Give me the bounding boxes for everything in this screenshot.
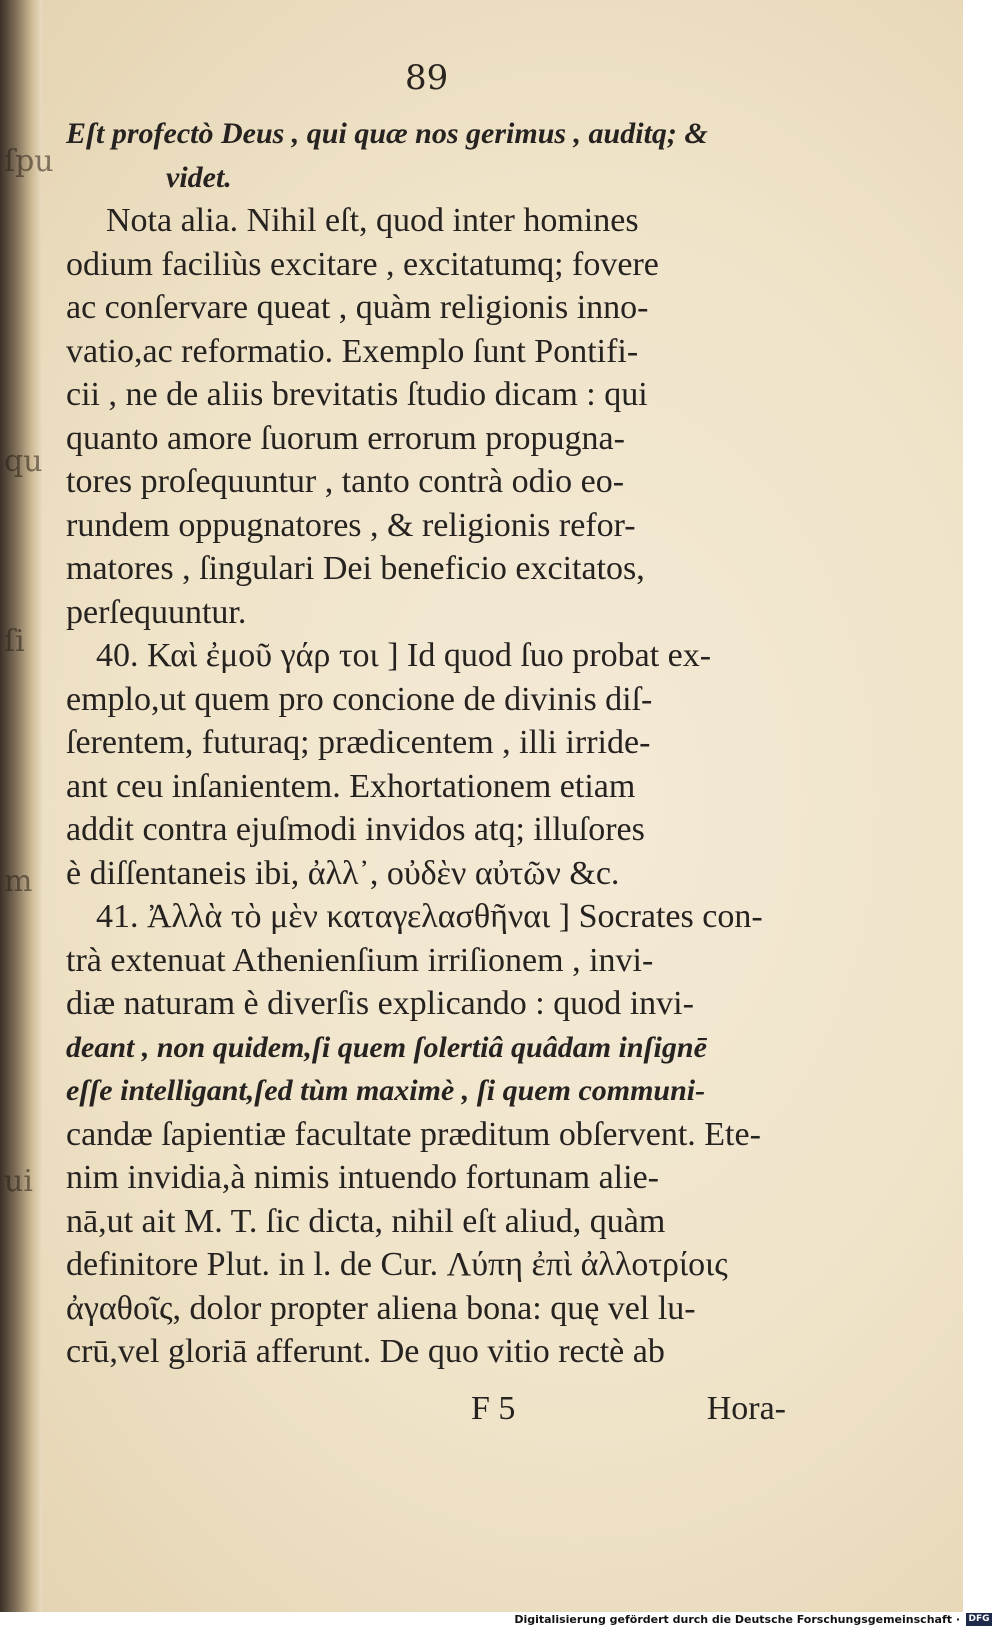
text-line: nā,ut ait M. T. ſic dicta, nihil eſt aliud, quàm — [66, 1202, 666, 1240]
text-line: tores proſequuntur , tanto contrà odio eo- — [66, 463, 625, 500]
text-line: è diſſentaneis ibi, ἀλλ᾽, οὐδὲν αὐτῶν &c. — [66, 854, 620, 892]
text-line: ἀγαθοῖς, dolor propter aliena bona: quę vel lu- — [66, 1289, 696, 1327]
text-line: perſequuntur. — [66, 593, 247, 631]
funding-banner — [0, 1612, 1000, 1628]
signature-mark: F 5 — [471, 1390, 516, 1427]
text-line: candæ ſapientiæ facultate præditum obſervent. Ete- — [66, 1115, 761, 1153]
body-text — [66, 112, 786, 1374]
text-line: Nota alia. Nihil eſt, quod inter homines — [106, 202, 639, 239]
text-line: crū,vel gloriā afferunt. De quo vitio rectè ab — [66, 1333, 665, 1370]
text-line: trà extenuat Athenienſium irriſionem , invi- — [66, 941, 654, 979]
text-line: Eſt profectò Deus , qui quæ nos gerimus , auditq; & — [66, 117, 708, 150]
text-line: ſerentem, futuraq; prædicentem , illi irride- — [66, 724, 651, 761]
text-line: definitore Plut. in l. de Cur. Λύπη ἐπὶ ἀλλοτρίοις — [66, 1246, 728, 1283]
text-line: emplo,ut quem pro concione de divinis diſ- — [66, 680, 653, 718]
text-line: 40. Καὶ ἐμοῦ γάρ τοι ] Id quod ſuo probat ex- — [96, 637, 712, 674]
text-line: videt. — [166, 160, 232, 194]
text-line: matores , ſingulari Dei beneficio excitatos, — [66, 550, 645, 587]
bleed-through-text: m — [4, 864, 33, 899]
text-line: vatio,ac reformatio. Exemplo ſunt Pontifi- — [66, 332, 639, 370]
bleed-through-text: ſi — [4, 624, 25, 659]
text-line: eſſe intelligant,ſed tùm maximè , ſi quem communi- — [66, 1074, 706, 1107]
text-line: odium faciliùs excitare , excitatumq; fovere — [66, 245, 659, 283]
text-line: ant ceu inſanientem. Exhortationem etiam — [66, 767, 636, 805]
bleed-through-text: ui — [4, 1164, 33, 1199]
text-line: quanto amore ſuorum errorum propugna- — [66, 419, 625, 457]
text-line: addit contra ejuſmodi invidos atq; illuſores — [66, 811, 645, 848]
funding-text: Digitalisierung gefördert durch die Deutsche Forschungsgemeinschaft · — [514, 1613, 960, 1626]
text-line: deant , non quidem,ſi quem ſolertiâ quâdam inſignē — [66, 1030, 707, 1064]
text-line: diæ naturam è diverſis explicando : quod invi- — [66, 985, 694, 1022]
binding-gutter — [0, 0, 54, 1612]
page-footer — [66, 1390, 786, 1430]
dfg-logo: DFG — [966, 1613, 992, 1626]
bleed-through-text: qu — [4, 444, 43, 479]
text-line: rundem oppugnatores , & religionis refor- — [66, 506, 636, 544]
text-line: nim invidia,à nimis intuendo fortunam alie- — [66, 1159, 659, 1196]
bleed-through-text: ſpu — [4, 144, 54, 179]
page-number: 89 — [405, 58, 449, 98]
catchword: Hora- — [706, 1390, 786, 1427]
text-line: 41. Ἀλλὰ τὸ μὲν καταγελασθῆναι ] Socrates con- — [96, 898, 763, 935]
text-line: ac conſervare queat , quàm religionis inno- — [66, 289, 649, 326]
text-line: cii , ne de aliis brevitatis ſtudio dicam : qui — [66, 376, 648, 413]
